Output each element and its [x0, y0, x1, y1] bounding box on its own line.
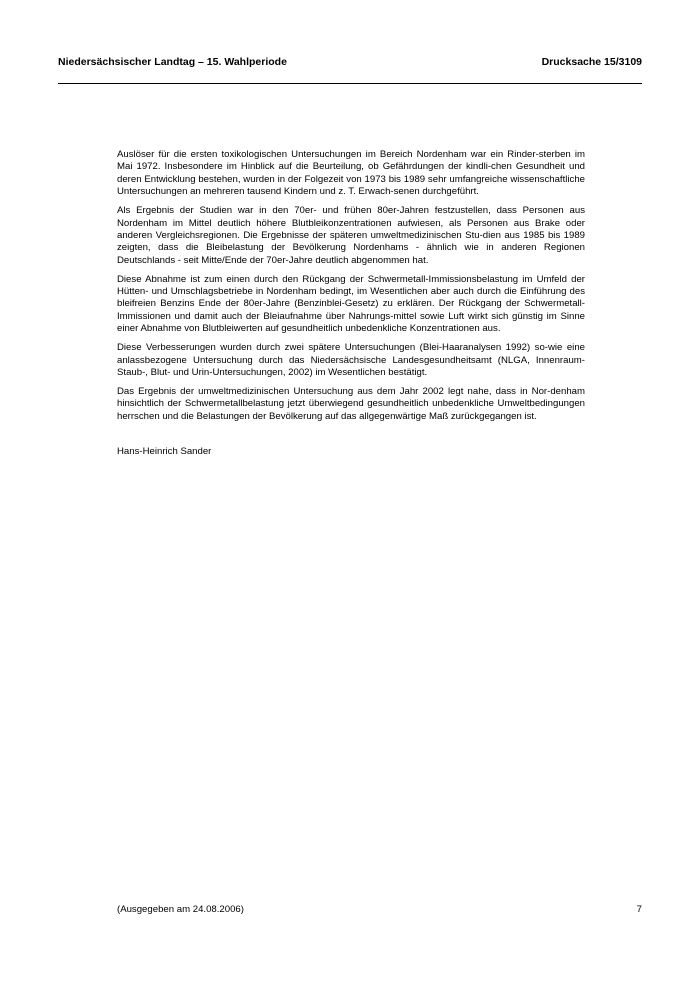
- issue-date: (Ausgegeben am 24.08.2006): [117, 904, 244, 915]
- header-divider: [58, 83, 642, 84]
- paragraph-5: Das Ergebnis der umweltmedizinischen Untersuchung aus dem Jahr 2002 legt nahe, dass in Nor-denham hinsichtlich der Schwermetallbelastung jetzt überwiegend gesundheitlich unbedenkliche Umweltbedingungen herrschen und die Belastungen der Bevölkerung auf das allgegenwärtige Maß zurückgegangen ist.: [117, 385, 585, 422]
- parliament-title: Niedersächsischer Landtag – 15. Wahlperiode: [58, 56, 287, 68]
- signature: Hans-Heinrich Sander: [117, 446, 212, 458]
- page-header: [58, 56, 642, 72]
- document-number: Drucksache 15/3109: [541, 56, 642, 68]
- document-body: [117, 149, 585, 459]
- paragraph-3: Diese Abnahme ist zum einen durch den Rückgang der Schwermetall-Immissionsbelastung im Umfeld der Hütten- und Umschlagsbetriebe in Nordenham bedingt, im Wesentlichen aber auch durch die Einführung des bleifreien Benzins Ende der 80er-Jahre (Benzinblei-Gesetz) zu erklären. Der Rückgang der Schwermetall-Immissionen und damit auch der Bleiaufnahme über Nahrungs-mittel sowie Luft wirkt sich günstig im Sinne einer Abnahme von Blutbleiwerten auf gesundheitlich unbedenkliche Konzentrationen aus.: [117, 273, 585, 335]
- paragraph-4: Diese Verbesserungen wurden durch zwei spätere Untersuchungen (Blei-Haaranalysen 1992) so-wie eine anlassbezogene Untersuchung durch das Niedersächsische Landesgesundheitsamt (NLGA, Innenraum-Staub-, Blut- und Urin-Untersuchungen, 2002) im Wesentlichen bestätigt.: [117, 342, 585, 378]
- paragraph-2: Als Ergebnis der Studien war in den 70er- und frühen 80er-Jahren festzustellen, dass Personen aus Nordenham im Mittel deutlich höhere Blutbleikonzentrationen aufwiesen, als Personen aus Brake oder anderen Vergleichsregionen. Die Ergebnisse der späteren umweltmedizinischen Stu-dien aus 1985 bis 1989 zeigten, dass die Bleibelastung der Bevölkerung Nordenhams - ähnlich wie in anderen Regionen Deutschlands - seit Mitte/Ende der 70er-Jahre deutlich abgenommen hat.: [117, 205, 585, 266]
- page-number: 7: [636, 904, 642, 915]
- paragraph-1: Auslöser für die ersten toxikologischen Untersuchungen im Bereich Nordenham war ein Rinder-sterben im Mai 1972. Insbesondere im Hinblick auf die Beurteilung, ob Gefährdungen der kindli-chen Gesundheit und deren Entwicklung bestehen, wurden in der Folgezeit von 1973 bis 1989 sehr umfangreiche wissenschaftliche Untersuchungen an mehreren tausend Kindern und z. T. Erwach-senen durchgeführt.: [117, 149, 585, 198]
